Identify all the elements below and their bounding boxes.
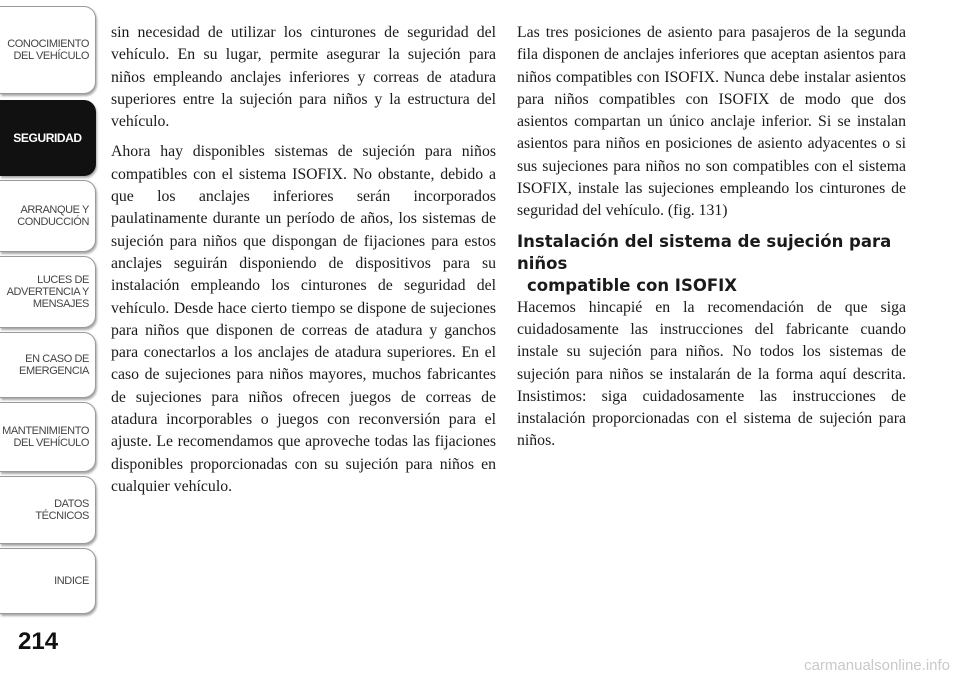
tab-luces-de-advertencia[interactable] [0, 256, 96, 328]
paragraph: Hacemos hincapié en la recomendación de que siga cuidadosamente las instrucciones del fabricante cuando instale su sujeción para niños. No todos los sistemas de sujeción para niños se instalarán de la forma aquí descrita. Insistimos: siga cuidadosamente las instrucciones de instalación proporcionadas con el sistema de sujeción para niños. [517, 298, 906, 450]
section-heading [517, 231, 906, 297]
tab-en-caso-de-emergencia[interactable] [0, 332, 96, 398]
paragraph: Las tres posiciones de asiento para pasajeros de la segunda fila disponen de anclajes inferiores que aceptan asientos para niños compatibles con ISOFIX. Nunca debe instalar asientos para niños compatibles con ISOFIX de modo que dos asientos compartan un único anclaje inferior. Si se instalan asientos para niños en posiciones de asiento adyacentes o si sus sujeciones para niños no son compatibles con el sistema ISOFIX, instale las sujeciones empleando los cinturones de seguridad del vehículo. (fig. 131) [517, 24, 906, 220]
tab-label: EN CASO DE EMERGENCIA [19, 353, 89, 377]
tab-label: ARRANQUE Y CONDUCCIÓN [17, 204, 89, 228]
right-column [517, 22, 906, 461]
left-column [111, 22, 496, 506]
paragraph: sin necesidad de utilizar los cinturones de seguridad del vehículo. En su lugar, permite asegurar la sujeción para niños empleando anclajes inferiores y correas de atadura superiores entre la sujeción para niños y la estructura del vehículo. [111, 24, 496, 131]
tab-mantenimiento-del-vehiculo[interactable] [0, 402, 96, 472]
tab-label: CONOCIMIENTO DEL VEHÍCULO [7, 38, 89, 62]
page-number: 214 [18, 628, 59, 655]
tab-conocimiento-del-vehiculo[interactable] [0, 6, 96, 94]
tab-label: MANTENIMIENTO DEL VEHÍCULO [2, 425, 89, 449]
heading-line: compatible con ISOFIX [527, 275, 737, 295]
tab-datos-tecnicos[interactable] [0, 476, 96, 544]
tab-label: SEGURIDAD [13, 131, 82, 145]
tab-indice[interactable] [0, 548, 96, 614]
tab-arranque-y-conduccion[interactable] [0, 180, 96, 252]
chapter-tabs [0, 0, 100, 620]
paragraph: Ahora hay disponibles sistemas de sujeción para niños compatibles con el sistema ISOFIX. No obstante, debido a que los anclajes inferiores serán incorporados paulatinamente durante un período de años, los sistemas de sujeción para niños que dispongan de fijaciones para estos anclajes seguirán disponiendo de dispositivos para su instalación empleando los cinturones de seguridad del vehículo. Desde hace cierto tiempo se dispone de sujeciones para niños que disponen de correas de atadura y ganchos para conectarlos a los anclajes de atadura superiores. En el caso de sujeciones para niños mayores, muchos fabricantes de sujeciones para niños ofrecen juegos de correas de atadura incorporables o juegos con reconversión para el ajuste. Le recomendamos que aproveche todas las fijaciones disponibles proporcionadas con su sujeción para niños en cualquier vehículo. [111, 143, 496, 495]
tab-label: INDICE [54, 575, 89, 587]
watermark: carmanualsonline.info [804, 657, 950, 674]
tab-label: LUCES DE ADVERTENCIA Y MENSAJES [6, 274, 89, 310]
tab-seguridad[interactable] [0, 100, 96, 176]
tab-label: DATOS TÉCNICOS [35, 498, 89, 522]
heading-line: Instalación del sistema de sujeción para niños [517, 231, 892, 273]
